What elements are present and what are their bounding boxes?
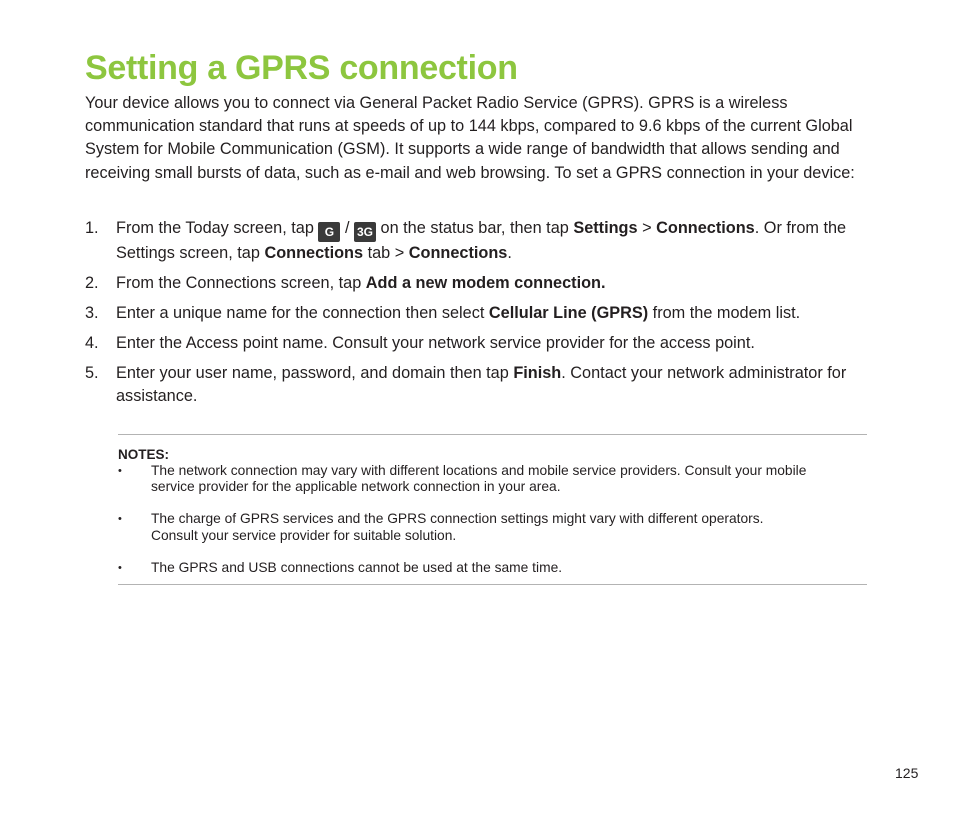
step-4 <box>85 332 875 355</box>
finish-term: Finish <box>513 364 562 382</box>
page-title: Setting a GPRS connection <box>85 49 518 87</box>
steps-list <box>85 217 875 415</box>
step-number: 5. <box>85 364 99 382</box>
separator-text: / <box>340 219 354 237</box>
note-line: The GPRS and USB connections cannot be used at the same time. <box>151 559 563 575</box>
connections-term: Connections <box>264 244 364 262</box>
step-number: 3. <box>85 304 99 322</box>
note-item <box>118 463 867 495</box>
step-text: . Contact your network administrator for assistance. <box>116 364 847 406</box>
bullet-icon: • <box>118 513 122 526</box>
settings-term: Settings <box>573 219 638 237</box>
page-number: 125 <box>895 765 919 781</box>
step-number: 4. <box>85 334 99 352</box>
step-1 <box>85 217 875 265</box>
connections-term: Connections <box>656 219 755 237</box>
step-text: Enter a unique name for the connection then select <box>116 304 489 322</box>
note-item <box>118 560 867 576</box>
step-text: on the status bar, then tap <box>376 219 574 237</box>
cellular-line-term: Cellular Line (GPRS) <box>488 304 649 322</box>
note-line: Consult your service provider for suitable solution. <box>151 527 457 543</box>
connections-term: Connections <box>408 244 508 262</box>
step-5 <box>85 362 875 408</box>
step-text: > <box>637 219 657 237</box>
bullet-icon: • <box>118 561 122 574</box>
step-text: . <box>507 244 512 262</box>
add-modem-term: Add a new modem connection. <box>365 274 606 292</box>
note-line: The charge of GPRS services and the GPRS connection settings might vary with different operators. <box>151 511 764 527</box>
step-text: From the Today screen, tap <box>116 219 319 237</box>
gprs-status-icon: G <box>318 222 340 242</box>
step-text: From the Connections screen, tap <box>116 274 366 292</box>
step-3 <box>85 302 875 325</box>
step-text: . Or from the Settings screen, tap <box>116 219 847 262</box>
step-text: Enter your user name, password, and domain then tap <box>116 364 514 382</box>
step-text: Enter the Access point name. Consult your network service provider for the access point. <box>116 334 755 352</box>
step-text: tab > <box>363 244 409 262</box>
step-2 <box>85 272 875 295</box>
step-text: from the modem list. <box>648 304 801 322</box>
note-line: service provider for the applicable network connection in your area. <box>151 479 561 495</box>
3g-status-icon: 3G <box>354 222 376 242</box>
step-number: 1. <box>85 219 99 237</box>
notes-box <box>118 434 867 585</box>
intro-paragraph: Your device allows you to connect via General Packet Radio Service (GPRS). GPRS is a wireless communication standard that runs at speeds of up to 144 kbps, compared to 9.6 kbps of the current Global System for Mobile Communication (GSM). It supports a wide range of bandwidth that allows sending and receiving small bursts of data, such as e-mail and web browsing. To set a GPRS connection in your device: <box>85 94 855 182</box>
note-line: The network connection may vary with different locations and mobile service providers. Consult your mobile <box>151 463 807 478</box>
bullet-icon: • <box>118 465 122 477</box>
step-number: 2. <box>85 274 99 292</box>
notes-title: NOTES: <box>118 447 170 462</box>
note-item <box>118 511 867 543</box>
